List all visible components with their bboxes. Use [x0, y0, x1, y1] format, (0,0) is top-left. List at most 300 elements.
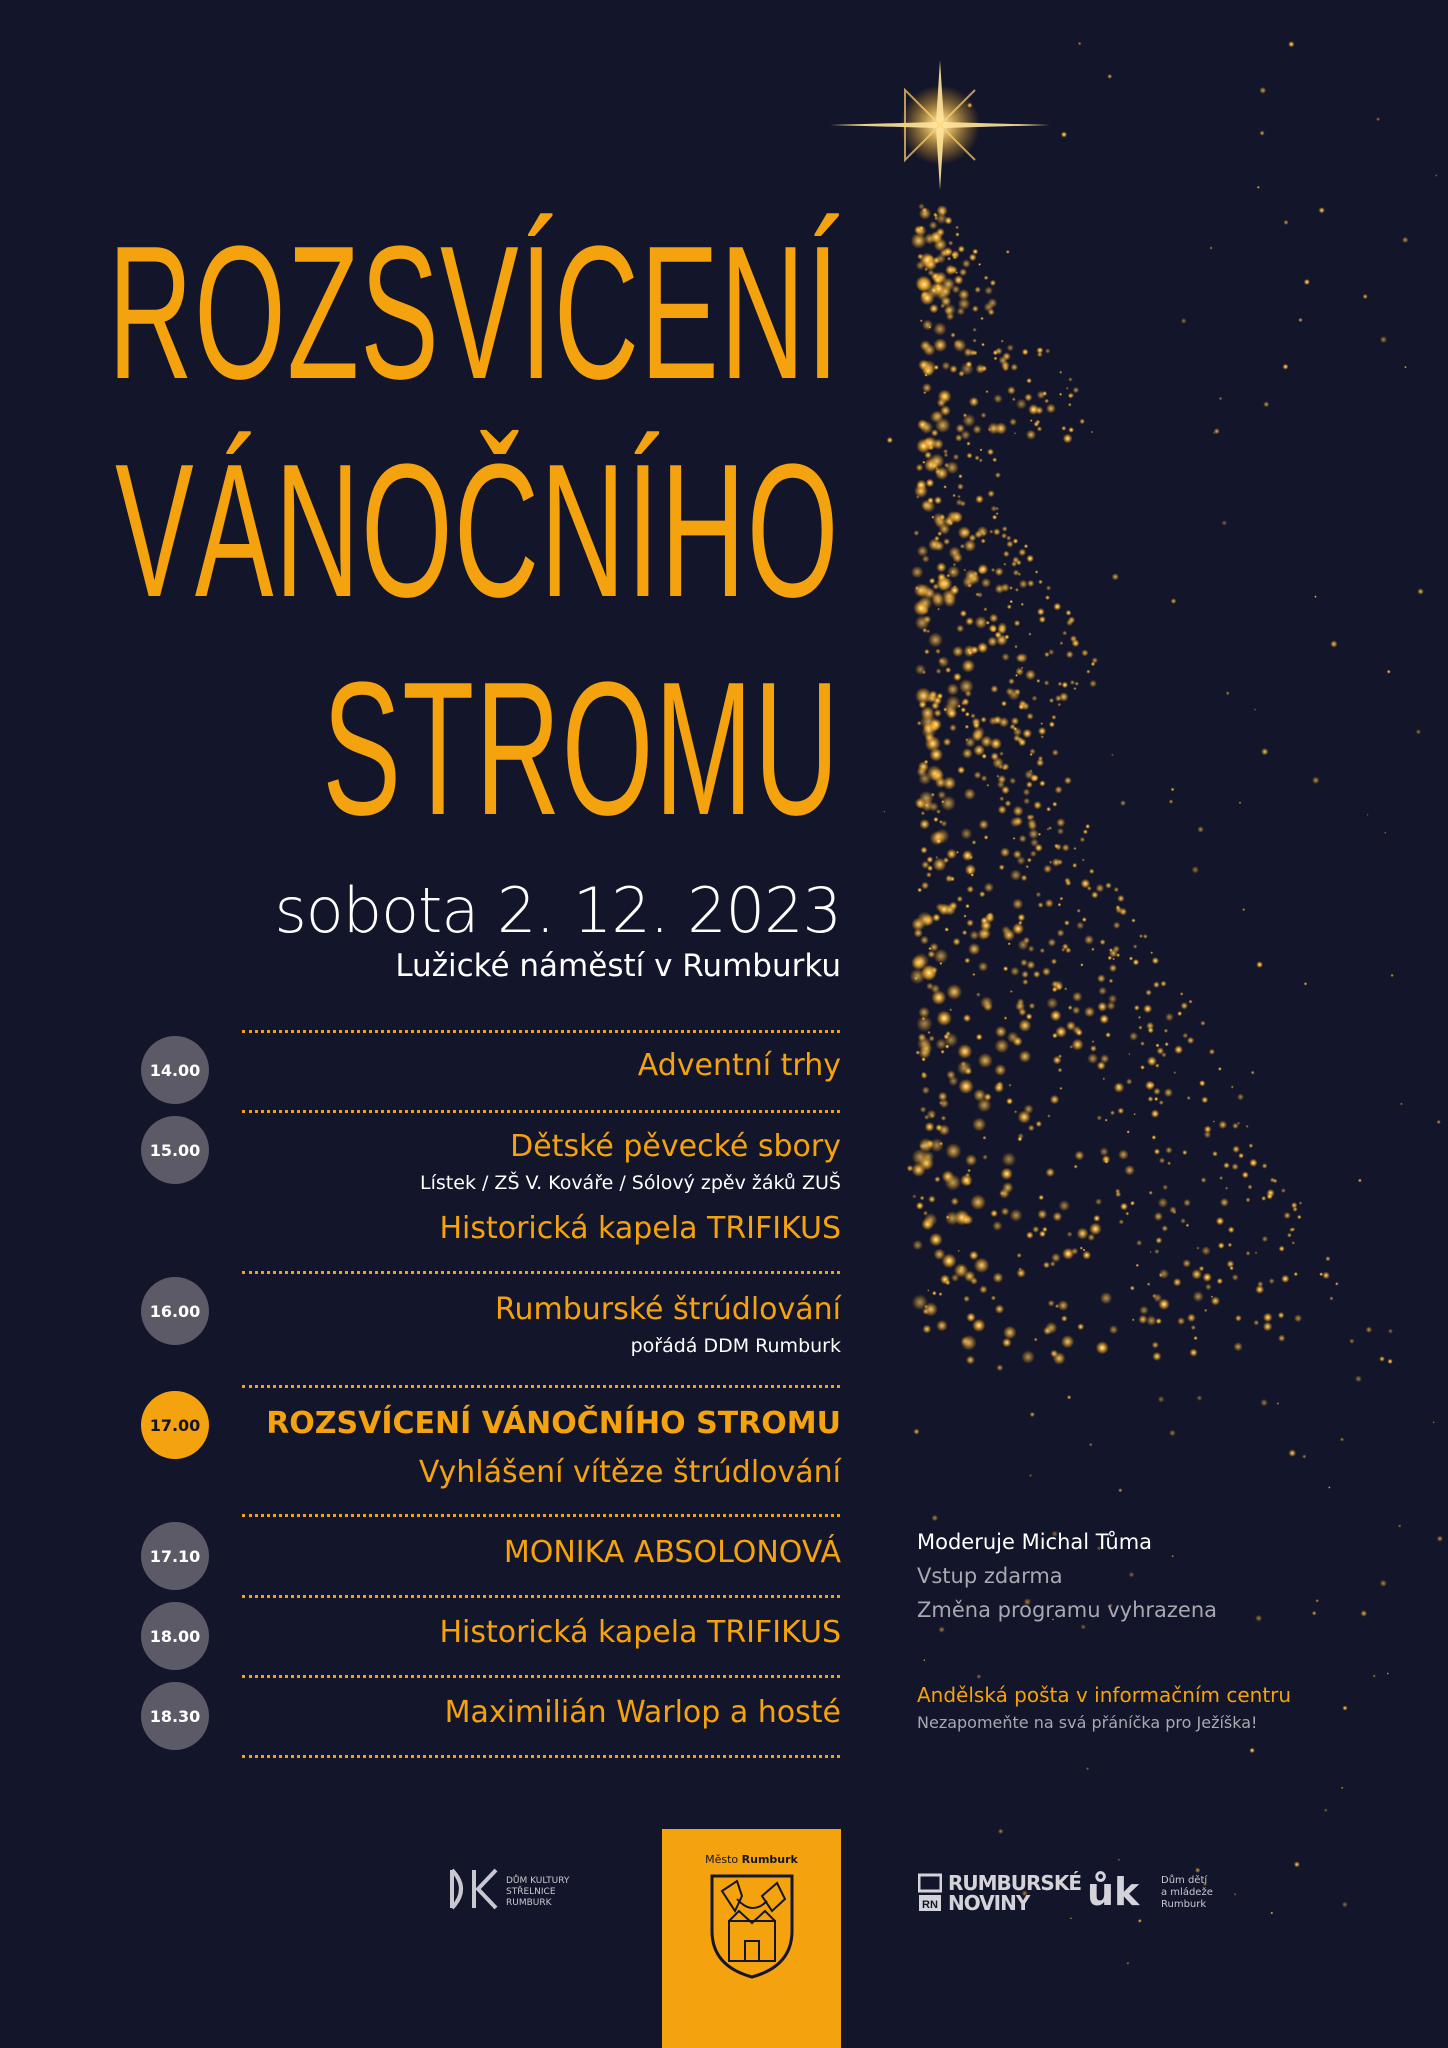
spark-dot: [1128, 1053, 1130, 1055]
light-dot: [1165, 1042, 1169, 1046]
light-dot: [916, 1202, 924, 1210]
light-dot: [941, 1050, 945, 1054]
light-dot: [1164, 1088, 1173, 1097]
light-dot: [1052, 802, 1057, 807]
light-dot: [965, 738, 968, 741]
light-dot: [1158, 1198, 1168, 1208]
light-dot: [1263, 1313, 1273, 1323]
light-dot: [1026, 781, 1033, 788]
light-dot: [953, 938, 961, 946]
light-dot: [944, 304, 956, 316]
light-dot: [969, 254, 977, 262]
light-dot: [1066, 1021, 1076, 1031]
light-dot: [922, 461, 925, 464]
light-dot: [1001, 701, 1007, 707]
light-dot: [1237, 1093, 1244, 1100]
separator: [242, 1110, 840, 1113]
light-dot: [926, 629, 930, 633]
light-dot: [963, 569, 966, 572]
light-dot: [1089, 680, 1097, 688]
light-dot: [1182, 1150, 1187, 1155]
light-dot: [960, 610, 967, 617]
light-dot: [1016, 560, 1022, 566]
light-dot: [1099, 1014, 1109, 1024]
light-dot: [934, 1176, 940, 1182]
spark-dot: [1030, 850, 1037, 857]
light-dot: [1068, 1005, 1073, 1010]
light-dot: [1027, 814, 1033, 820]
light-dot: [1082, 1251, 1091, 1260]
light-dot: [1026, 865, 1030, 869]
light-dot: [1066, 619, 1073, 626]
light-dot: [1120, 1203, 1128, 1211]
spark-dot: [1249, 1748, 1255, 1754]
spark-dot: [1340, 1437, 1344, 1441]
light-dot: [1021, 666, 1024, 669]
light-dot: [970, 713, 976, 719]
spark-dot: [1138, 1919, 1142, 1923]
light-dot: [957, 1044, 972, 1059]
spark-dot: [883, 811, 885, 813]
light-dot: [974, 286, 981, 293]
light-dot: [960, 544, 965, 549]
light-dot: [1105, 1032, 1111, 1038]
light-dot: [962, 659, 976, 673]
light-dot: [992, 1221, 1002, 1231]
light-dot: [980, 928, 992, 940]
light-dot: [1039, 616, 1046, 623]
light-dot: [1102, 1077, 1105, 1080]
light-dot: [978, 564, 989, 575]
light-dot: [1010, 990, 1013, 993]
light-dot: [1010, 967, 1019, 976]
spark-dot: [1322, 1272, 1330, 1280]
light-dot: [1263, 1322, 1273, 1332]
light-dot: [995, 1026, 1007, 1038]
light-dot: [928, 326, 931, 329]
spark-dot: [1036, 679, 1040, 683]
light-dot: [932, 1291, 937, 1296]
light-dot: [991, 626, 997, 632]
spark-dot: [1312, 777, 1320, 785]
spark-dot: [1222, 520, 1228, 526]
light-dot: [1070, 635, 1077, 642]
spark-dot: [1417, 588, 1424, 595]
light-dot: [1004, 1016, 1008, 1020]
spark-dot: [1111, 754, 1114, 757]
light-dot: [1059, 897, 1063, 901]
light-dot: [962, 930, 967, 935]
light-dot: [1027, 713, 1034, 720]
spark-dot: [1210, 246, 1213, 249]
light-dot: [999, 864, 1005, 870]
spark-dot: [1067, 1395, 1071, 1399]
light-dot: [1153, 1293, 1162, 1302]
light-dot: [1058, 1300, 1069, 1311]
time-badge: 14.00: [141, 1036, 209, 1104]
light-dot: [965, 1154, 977, 1166]
light-dot: [957, 766, 965, 774]
spark-dot: [1255, 1615, 1262, 1622]
light-dot: [1173, 1071, 1176, 1074]
event-place: Lužické náměstí v Rumburku: [395, 948, 841, 984]
light-dot: [1064, 920, 1070, 926]
light-dot: [929, 748, 943, 762]
light-dot: [961, 430, 971, 440]
light-dot: [922, 1086, 930, 1094]
light-dot: [917, 911, 933, 927]
light-dot: [928, 947, 932, 951]
light-dot: [1008, 942, 1011, 945]
light-dot: [1159, 1269, 1169, 1279]
light-dot: [1153, 1088, 1160, 1095]
light-dot: [1173, 1278, 1182, 1287]
light-dot: [1156, 1318, 1162, 1324]
light-dot: [1084, 1006, 1095, 1017]
light-dot: [1153, 981, 1160, 988]
light-dot: [1087, 1053, 1098, 1064]
light-dot: [940, 303, 945, 308]
light-dot: [1013, 727, 1022, 736]
light-dot: [1026, 1013, 1033, 1020]
light-dot: [977, 642, 988, 653]
light-dot: [1130, 1286, 1135, 1291]
light-dot: [1225, 1187, 1228, 1190]
spark-dot: [1263, 401, 1269, 407]
light-dot: [1349, 1338, 1354, 1343]
light-dot: [995, 1304, 1005, 1314]
light-dot: [985, 390, 988, 393]
light-dot: [933, 583, 940, 590]
light-dot: [981, 412, 987, 418]
spark-dot: [1219, 397, 1223, 401]
light-dot: [919, 1138, 934, 1153]
light-dot: [1003, 563, 1006, 566]
light-dot: [999, 796, 1004, 801]
light-dot: [1026, 961, 1035, 970]
light-dot: [1048, 1300, 1055, 1307]
light-dot: [945, 1280, 951, 1286]
light-dot: [937, 608, 940, 611]
light-dot: [931, 793, 935, 797]
light-dot: [991, 1295, 996, 1300]
light-dot: [1026, 430, 1036, 440]
light-dot: [1136, 1264, 1139, 1267]
light-dot: [994, 356, 998, 360]
light-dot: [1112, 958, 1115, 961]
light-dot: [965, 1173, 970, 1178]
light-dot: [1119, 1219, 1124, 1224]
light-dot: [1010, 1209, 1023, 1222]
light-dot: [1060, 641, 1064, 645]
light-dot: [993, 394, 1002, 403]
time-badge: 15.00: [141, 1116, 209, 1184]
spark-dot: [957, 1250, 960, 1253]
light-dot: [1100, 939, 1106, 945]
spark-dot: [1288, 41, 1294, 47]
dk-logo-text: STŘELNICE: [506, 1887, 556, 1897]
light-dot: [1063, 434, 1073, 444]
light-dot: [944, 927, 949, 932]
light-dot: [1042, 391, 1047, 396]
spark-dot: [1091, 431, 1093, 433]
program-event: Rumburské štrúdlování: [494, 1292, 841, 1327]
light-dot: [1057, 828, 1064, 835]
light-dot: [1278, 1335, 1285, 1342]
light-dot: [1177, 1317, 1185, 1325]
light-dot: [1193, 1336, 1197, 1340]
light-dot: [1232, 1123, 1238, 1129]
light-dot: [934, 709, 942, 717]
light-dot: [1046, 807, 1051, 812]
spark-dot: [1298, 318, 1303, 323]
light-dot: [918, 1007, 930, 1019]
light-dot: [1267, 1193, 1273, 1199]
light-dot: [994, 1064, 1006, 1076]
light-dot: [982, 1136, 986, 1140]
light-dot: [1068, 403, 1072, 407]
light-dot: [1017, 1253, 1022, 1258]
light-dot: [948, 1076, 958, 1086]
light-dot: [942, 361, 951, 370]
light-dot: [1021, 1350, 1035, 1364]
light-dot: [1049, 721, 1055, 727]
light-dot: [1154, 1212, 1163, 1221]
light-dot: [1017, 998, 1024, 1005]
light-dot: [1119, 908, 1127, 916]
light-dot: [1146, 1315, 1157, 1326]
light-dot: [967, 886, 974, 893]
spark-dot: [927, 1289, 929, 1291]
spark-dot: [1043, 1262, 1050, 1269]
light-dot: [1085, 824, 1090, 829]
light-dot: [1182, 1033, 1188, 1039]
light-dot: [951, 512, 962, 523]
rumburske-noviny-logo: [918, 1871, 1081, 1917]
separator: [242, 1755, 840, 1758]
light-dot: [1130, 1201, 1135, 1206]
light-dot: [978, 962, 988, 972]
ddm-logo-text: a mládeže: [1161, 1887, 1213, 1898]
light-dot: [1024, 544, 1028, 548]
light-dot: [1055, 786, 1063, 794]
light-dot: [945, 875, 953, 883]
light-dot: [1062, 844, 1070, 852]
change-info: Změna programu vyhrazena: [917, 1598, 1218, 1622]
time-badge-highlight: 17.00: [141, 1391, 209, 1459]
light-dot: [1092, 657, 1099, 664]
light-dot: [961, 1337, 970, 1346]
light-dot: [1018, 914, 1026, 922]
light-dot: [1051, 980, 1059, 988]
spark-dot: [1314, 595, 1317, 598]
light-dot: [1007, 344, 1014, 351]
spark-dot: [1328, 1486, 1330, 1488]
spark-dot: [1040, 722, 1043, 725]
light-dot: [1262, 1236, 1269, 1243]
light-dot: [1037, 352, 1043, 358]
light-dot: [953, 454, 960, 461]
light-dot: [931, 462, 938, 469]
light-dot: [1046, 585, 1051, 590]
program-event: Dětské pěvecké sbory: [510, 1129, 841, 1164]
light-dot: [1084, 935, 1094, 945]
light-dot: [932, 594, 945, 607]
light-dot: [1218, 1067, 1222, 1071]
light-dot: [1253, 1320, 1259, 1326]
light-dot: [925, 1122, 935, 1132]
light-dot: [1005, 800, 1012, 807]
light-dot: [1057, 859, 1063, 865]
light-dot: [1200, 1081, 1204, 1085]
light-dot: [982, 1154, 988, 1160]
light-dot: [945, 1031, 951, 1037]
light-dot: [921, 1042, 933, 1054]
spark-dot: [1211, 1296, 1213, 1298]
light-dot: [936, 1320, 948, 1332]
spark-dot: [932, 1515, 939, 1522]
light-dot: [995, 1039, 1010, 1054]
light-dot: [989, 614, 998, 623]
light-dot: [1115, 1189, 1120, 1194]
light-dot: [981, 753, 987, 759]
light-dot: [1077, 909, 1081, 913]
light-dot: [931, 967, 938, 974]
light-dot: [1040, 735, 1044, 739]
light-dot: [1061, 1335, 1074, 1348]
light-dot: [1199, 1266, 1205, 1272]
spark-dot: [1302, 1454, 1306, 1458]
light-dot: [1014, 1110, 1018, 1114]
light-dot: [1019, 835, 1027, 843]
light-dot: [1289, 1227, 1294, 1232]
light-dot: [1066, 387, 1069, 390]
light-dot: [917, 721, 922, 726]
light-dot: [1231, 1085, 1234, 1088]
spark-dot: [1120, 800, 1126, 806]
light-dot: [1018, 704, 1024, 710]
light-dot: [1204, 1309, 1208, 1313]
spark-dot: [1008, 1084, 1011, 1087]
light-dot: [979, 820, 989, 830]
spark-dot: [1319, 207, 1325, 213]
spark-dot: [957, 896, 963, 902]
spark-dot: [1169, 1430, 1176, 1437]
light-dot: [943, 485, 947, 489]
light-dot: [1050, 1095, 1060, 1105]
light-dot: [986, 784, 989, 787]
light-dot: [1056, 818, 1065, 827]
light-dot: [1278, 1312, 1285, 1319]
light-dot: [992, 457, 997, 462]
light-dot: [1003, 1326, 1017, 1340]
light-dot: [948, 241, 953, 246]
spark-dot: [1376, 117, 1380, 121]
light-dot: [1058, 1068, 1063, 1073]
light-dot: [1189, 1348, 1197, 1356]
spark-dot: [912, 1194, 917, 1199]
spark-dot: [1388, 1329, 1393, 1334]
light-dot: [1003, 929, 1015, 941]
light-dot: [989, 717, 998, 726]
light-dot: [1205, 1284, 1212, 1291]
spark-dot: [1260, 1399, 1268, 1407]
spark-dot: [1068, 394, 1072, 398]
light-dot: [1015, 588, 1019, 592]
light-dot: [928, 632, 943, 647]
separator: [242, 1385, 840, 1388]
light-dot: [987, 490, 994, 497]
spark-dot: [1126, 1962, 1129, 1965]
spark-dot: [1107, 74, 1112, 79]
spark-dot: [1192, 866, 1200, 874]
light-dot: [983, 607, 987, 611]
light-dot: [1058, 1054, 1062, 1058]
light-dot: [1088, 1234, 1096, 1242]
rn-mark-icon: [918, 1873, 942, 1913]
light-dot: [946, 849, 957, 860]
light-dot: [1291, 1202, 1298, 1209]
light-dot: [1089, 1223, 1102, 1236]
spark-dot: [1304, 982, 1308, 986]
light-dot: [1009, 777, 1016, 784]
light-dot: [1002, 526, 1008, 532]
light-dot: [997, 781, 1005, 789]
light-dot: [1008, 678, 1015, 685]
light-dot: [1162, 1225, 1169, 1232]
light-dot: [964, 957, 970, 963]
light-dot: [949, 724, 957, 732]
light-dot: [921, 811, 925, 815]
light-dot: [1109, 948, 1113, 952]
light-dot: [978, 1053, 993, 1068]
light-dot: [955, 225, 959, 229]
light-dot: [943, 738, 951, 746]
light-dot: [1001, 533, 1007, 539]
light-dot: [1007, 386, 1016, 395]
light-dot: [1061, 1315, 1068, 1322]
light-dot: [1009, 600, 1013, 604]
light-dot: [961, 1215, 971, 1225]
separator: [242, 1595, 840, 1598]
spark-dot: [1387, 1672, 1389, 1674]
light-dot: [1062, 682, 1069, 689]
light-dot: [1050, 1010, 1062, 1022]
light-dot: [918, 596, 932, 610]
light-dot: [962, 259, 971, 268]
light-dot: [1292, 1241, 1296, 1245]
light-dot: [993, 1272, 1004, 1283]
light-dot: [933, 275, 943, 285]
light-dot: [1074, 1151, 1084, 1161]
spark-dot: [1239, 802, 1242, 805]
light-dot: [1116, 1084, 1120, 1088]
light-dot: [981, 343, 985, 347]
spark-dot: [1197, 826, 1204, 833]
light-dot: [959, 679, 974, 694]
light-dot: [1182, 1259, 1191, 1268]
spark-dot: [1014, 432, 1016, 434]
light-dot: [1091, 947, 1095, 951]
light-dot: [1038, 833, 1041, 836]
light-dot: [995, 472, 1001, 478]
light-dot: [953, 563, 957, 567]
light-dot: [994, 1083, 1004, 1093]
light-dot: [1018, 1133, 1024, 1139]
light-dot: [1161, 1052, 1167, 1058]
spark-dot: [1006, 250, 1010, 254]
light-dot: [1151, 1109, 1160, 1118]
